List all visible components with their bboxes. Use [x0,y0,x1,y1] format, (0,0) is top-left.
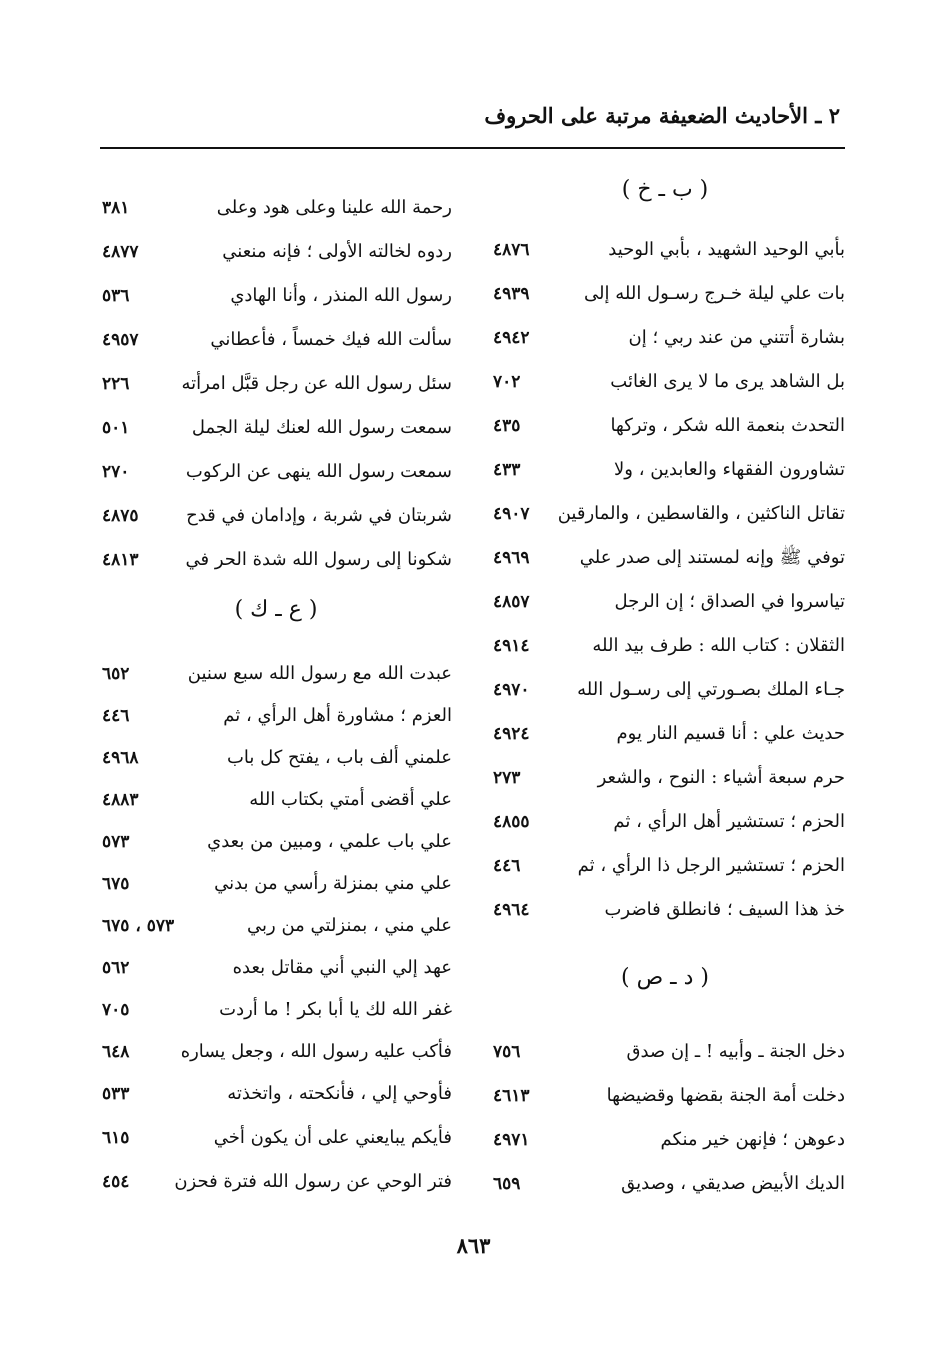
list-item [100,193,452,233]
list-item [100,457,452,497]
hadith-text: علي باب علمي ، ومبين من بعدي [207,831,452,852]
hadith-number: ٤٤٦ [493,856,521,876]
hadith-text: الديك الأبيض صديقي ، وصديق [621,1173,845,1194]
hadith-text: دخل الجنة ـ وأبيه ! ـ إن صدق [626,1041,845,1062]
list-item [485,411,845,451]
hadith-number: ٤٩٦٨ [102,748,139,768]
list-item [100,281,452,321]
hadith-text: فأكب عليه رسول الله ، وجعل يساره [180,1041,452,1062]
list-item [100,1167,452,1207]
hadith-text: عهد إلي النبي أني مقاتل بعده [232,957,452,978]
hadith-text: بل الشاهد يرى ما لا يرى الغائب [610,371,845,392]
hadith-text: الحزم ؛ تستشير أهل الرأي ، ثم [613,811,845,832]
list-item [485,675,845,715]
list-item [485,543,845,583]
list-item [485,1037,845,1077]
list-item [485,367,845,407]
hadith-text: علي مني بمنزلة رأسي من بدني [214,873,452,894]
hadith-number: ٤٩٧١ [493,1130,530,1150]
list-item [485,1169,845,1209]
hadith-number: ٤٨٥٥ [493,812,530,832]
hadith-text: الحزم ؛ تستشير الرجل ذا الرأي ، ثم [577,855,845,876]
hadith-number: ٤٨٧٥ [102,506,139,526]
hadith-number: ٦٥٩ [493,1174,521,1194]
hadith-number: ٦٧٥ [102,874,130,894]
list-item [485,1081,845,1121]
hadith-number: ٥٧٣ [102,832,130,852]
list-item [485,587,845,627]
hadith-number: ٤٨٨٣ [102,790,139,810]
hadith-text: دعوهن ؛ فإنهن خير منكم [660,1129,845,1150]
hadith-text: سئل رسول الله عن رجل قبَّل امرأته [181,373,452,394]
hadith-number: ٤٩٦٤ [493,900,530,920]
hadith-text: سمعت رسول الله ينهى عن الركوب [185,461,452,482]
hadith-text: فتر الوحي عن رسول الله فترة فحزن [174,1171,452,1192]
page-title: ٢ ـ الأحاديث الضعيفة مرتبة على الحروف [484,103,840,128]
list-item [485,895,845,935]
hadith-text: دخلت أمة الجنة بقضها وقضيضها [606,1085,845,1106]
list-item [100,953,452,993]
list-item [100,545,452,585]
hadith-number: ٤٩٥٧ [102,330,139,350]
hadith-text: علمني ألف باب ، يفتح كل باب [226,747,452,768]
hadith-text: عبدت الله مع رسول الله سبع سنين [187,663,452,684]
hadith-text: شكونا إلى رسول الله شدة الحر في [185,549,452,570]
hadith-number: ٤٨١٣ [102,550,139,570]
hadith-text: سمعت رسول الله لعنك ليلة الجمل [191,417,452,438]
hadith-number: ٧٠٥ [102,1000,130,1020]
hadith-text: بشارة أتتني من عند ربي ؛ إن [628,327,845,348]
hadith-text: بأبي الوحيد الشهيد ، بأبي الوحيد [608,239,845,260]
list-item [485,763,845,803]
list-item [485,719,845,759]
group-heading-ain-kaf: ( ع ـ ك ) [234,597,318,622]
list-item [100,911,452,951]
hadith-number: ٤٨٥٧ [493,592,530,612]
hadith-number: ٦٤٨ [102,1042,130,1062]
hadith-number: ٥٠١ [102,418,130,438]
group-heading-ba-kha: ( ب ـ خ ) [621,177,709,202]
hadith-text: تشاورون الفقهاء والعابدين ، ولا [614,459,845,480]
hadith-number: ٥٧٣ ، ٦٧٥ [102,916,175,936]
list-item [100,1037,452,1077]
header-divider [100,147,845,149]
list-item [485,631,845,671]
list-item [100,701,452,741]
hadith-number: ٢٢٦ [102,374,130,394]
hadith-number: ٤٨٧٦ [493,240,530,260]
hadith-text: الثقلان : كتاب الله : طرف بيد الله [592,635,845,656]
list-item [100,743,452,783]
list-item [100,869,452,909]
hadith-number: ٥٦٢ [102,958,130,978]
list-item [100,413,452,453]
hadith-number: ٣٨١ [102,198,130,218]
list-item [485,1125,845,1165]
hadith-number: ٤٩٠٧ [493,504,530,524]
hadith-number: ٥٣٣ [102,1084,130,1104]
list-item [100,501,452,541]
hadith-text: العزم ؛ مشاورة أهل الرأي ، ثم [223,705,452,726]
hadith-text: بات علي ليلة خـرج رسـول الله إلى [584,283,845,304]
hadith-number: ٤٨٧٧ [102,242,139,262]
hadith-text: سألت الله فيك خمساً ، فأعطاني [210,329,452,350]
hadith-text: علي مني ، بمنزلتي من ربي [247,915,452,936]
hadith-number: ٤٩٢٤ [493,724,530,744]
hadith-text: جـاء الملك بصـورتي إلى رسـول الله [577,679,845,700]
list-item [485,235,845,275]
list-item [485,279,845,319]
list-item [100,237,452,277]
page-number: ٨٦٣ [456,1233,491,1258]
hadith-number: ٧٠٢ [493,372,521,392]
list-item [485,851,845,891]
hadith-number: ٥٣٦ [102,286,130,306]
list-item [100,1079,452,1119]
list-item [485,323,845,363]
hadith-text: حرم سبعة أشياء : النوح ، والشعر [597,767,845,788]
hadith-number: ٤٣٥ [493,416,521,436]
list-item [100,1123,452,1163]
hadith-text: فأوحي إلي ، فأنكحته ، واتخذته [227,1083,452,1104]
list-item [485,807,845,847]
hadith-text: غفر الله لك يا أبا بكر ! ما أردت [219,999,452,1020]
hadith-number: ٢٧٠ [102,462,130,482]
hadith-text: التحدث بنعمة الله شكر ، وتركها [610,415,845,436]
hadith-number: ٤٥٤ [102,1172,130,1192]
hadith-number: ٤٦١٣ [493,1086,530,1106]
hadith-number: ٧٥٦ [493,1042,521,1062]
hadith-text: رحمة الله علينا وعلى هود وعلى [216,197,452,218]
hadith-text: شربتان في شربة ، وإدامان في قدح [186,505,452,526]
hadith-number: ٤٩٤٢ [493,328,530,348]
list-item [100,827,452,867]
list-item [100,659,452,699]
hadith-number: ٦١٥ [102,1128,130,1148]
hadith-number: ٢٧٣ [493,768,521,788]
hadith-number: ٤٣٣ [493,460,521,480]
list-item [100,369,452,409]
page-header [100,103,840,128]
hadith-text: ردوه لخالته الأولى ؛ فإنه منعني [222,241,452,262]
hadith-number: ٤٩٦٩ [493,548,530,568]
hadith-number: ٤٤٦ [102,706,130,726]
list-item [485,499,845,539]
hadith-text: رسول الله المنذر ، وأنا الهادي [230,285,452,306]
list-item [485,455,845,495]
hadith-text: علي أقضى أمتي بكتاب الله [249,789,452,810]
list-item [100,785,452,825]
hadith-number: ٤٩٧٠ [493,680,530,700]
hadith-text: توفي ﷺ وإنه لمستند إلى صدر علي [579,547,845,568]
hadith-text: فأيكم يبايعني على أن يكون أخي [213,1127,452,1148]
hadith-number: ٤٩١٤ [493,636,530,656]
hadith-text: حديث علي : أنا قسيم النار يوم [616,723,845,744]
hadith-number: ٦٥٢ [102,664,130,684]
list-item [100,995,452,1035]
hadith-text: تقاتل الناكثين ، والقاسطين ، والمارقين [557,503,845,524]
hadith-text: خذ هذا السيف ؛ فانطلق فاضرب [604,899,845,920]
list-item [100,325,452,365]
group-heading-dal-sad: ( د ـ ص ) [621,965,709,990]
hadith-number: ٤٩٣٩ [493,284,530,304]
hadith-text: تياسروا في الصداق ؛ إن الرجل [614,591,845,612]
